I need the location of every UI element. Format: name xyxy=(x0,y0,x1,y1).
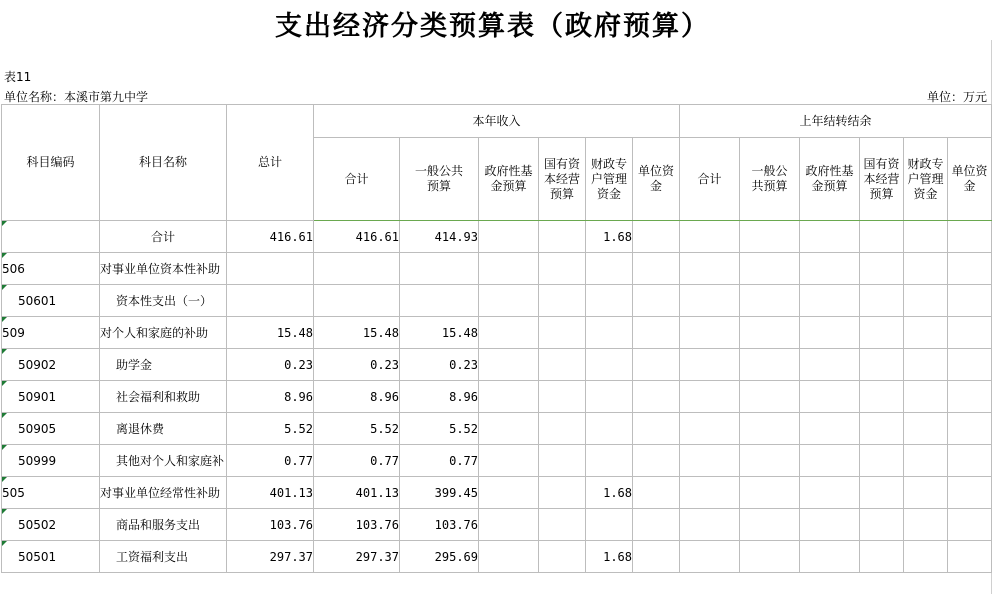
comment-marker-icon xyxy=(2,253,7,258)
cell-prior-year[interactable] xyxy=(904,285,948,317)
cell-prior-year[interactable] xyxy=(948,477,992,509)
cell-name[interactable]: 商品和服务支出 xyxy=(100,509,227,541)
cell-prior-year[interactable] xyxy=(740,541,800,573)
table-row xyxy=(2,541,992,573)
code-text: 50999 xyxy=(18,453,57,468)
cell-cy-general[interactable]: 0.23 xyxy=(400,349,479,381)
cell-prior-year[interactable] xyxy=(800,445,860,477)
cell-code[interactable] xyxy=(2,413,100,445)
header-py-special: 财政专户管理资金 xyxy=(904,138,948,221)
cell-total[interactable]: 103.76 xyxy=(227,509,314,541)
header-name: 科目名称 xyxy=(100,105,227,221)
cell-name[interactable]: 工资福利支出 xyxy=(100,541,227,573)
cell-name[interactable]: 对事业单位经常性补助 xyxy=(100,477,227,509)
cell-cy-state[interactable] xyxy=(539,285,586,317)
table-row xyxy=(2,477,992,509)
cell-prior-year[interactable] xyxy=(740,221,800,253)
cell-prior-year[interactable] xyxy=(860,413,904,445)
cell-code[interactable] xyxy=(2,221,100,253)
table-row xyxy=(2,349,992,381)
cell-prior-year[interactable] xyxy=(800,349,860,381)
table-row xyxy=(2,445,992,477)
cell-cy-fund[interactable] xyxy=(479,317,539,349)
header-py-sum: 合计 xyxy=(680,138,740,221)
cell-cy-sum[interactable]: 297.37 xyxy=(314,541,400,573)
cell-code[interactable] xyxy=(2,541,100,573)
unit-label: 单位：万元 xyxy=(926,90,987,104)
header-cy-sum: 合计 xyxy=(314,138,400,221)
cell-prior-year[interactable] xyxy=(740,445,800,477)
cell-prior-year[interactable] xyxy=(904,349,948,381)
cell-prior-year[interactable] xyxy=(740,477,800,509)
comment-marker-icon xyxy=(2,221,7,226)
cell-cy-sum[interactable]: 0.23 xyxy=(314,349,400,381)
cell-prior-year[interactable] xyxy=(740,509,800,541)
cell-total[interactable] xyxy=(227,285,314,317)
cell-prior-year[interactable] xyxy=(948,253,992,285)
cell-prior-year[interactable] xyxy=(860,509,904,541)
header-cy-general: 一般公共预算 xyxy=(400,138,479,221)
header-py-state: 国有资本经营预算 xyxy=(860,138,904,221)
cell-cy-special[interactable] xyxy=(586,413,633,445)
cell-cy-general[interactable]: 399.45 xyxy=(400,477,479,509)
cell-cy-state[interactable] xyxy=(539,349,586,381)
cell-prior-year[interactable] xyxy=(860,477,904,509)
cell-cy-state[interactable] xyxy=(539,221,586,253)
cell-cy-general[interactable]: 0.77 xyxy=(400,445,479,477)
table-row xyxy=(2,381,992,413)
cell-cy-sum[interactable]: 8.96 xyxy=(314,381,400,413)
cell-cy-state[interactable] xyxy=(539,509,586,541)
cell-cy-general[interactable] xyxy=(400,285,479,317)
cell-cy-sum[interactable] xyxy=(314,285,400,317)
cell-cy-general[interactable]: 295.69 xyxy=(400,541,479,573)
cell-prior-year[interactable] xyxy=(740,285,800,317)
cell-prior-year[interactable] xyxy=(680,253,740,285)
cell-cy-special[interactable] xyxy=(586,381,633,413)
cell-cy-general[interactable]: 414.93 xyxy=(400,221,479,253)
cell-code[interactable] xyxy=(2,477,100,509)
cell-code[interactable] xyxy=(2,253,100,285)
code-text: 509 xyxy=(2,325,25,340)
cell-cy-unit[interactable] xyxy=(633,445,680,477)
code-text: 50905 xyxy=(18,421,57,436)
cell-prior-year[interactable] xyxy=(948,381,992,413)
cell-cy-special[interactable] xyxy=(586,253,633,285)
comment-marker-icon xyxy=(2,349,7,354)
cell-name[interactable]: 离退休费 xyxy=(100,413,227,445)
cell-cy-special[interactable] xyxy=(586,349,633,381)
cell-prior-year[interactable] xyxy=(800,413,860,445)
cell-prior-year[interactable] xyxy=(904,477,948,509)
cell-prior-year[interactable] xyxy=(680,477,740,509)
cell-cy-unit[interactable] xyxy=(633,509,680,541)
header-total: 总计 xyxy=(227,105,314,221)
code-text: 505 xyxy=(2,485,25,500)
cell-prior-year[interactable] xyxy=(800,477,860,509)
cell-prior-year[interactable] xyxy=(904,381,948,413)
cell-prior-year[interactable] xyxy=(948,317,992,349)
unit-name: 单位名称：本溪市第九中学 xyxy=(4,90,149,104)
header-cy-special: 财政专户管理资金 xyxy=(586,138,633,221)
cell-prior-year[interactable] xyxy=(800,509,860,541)
cell-prior-year[interactable] xyxy=(860,349,904,381)
cell-total[interactable]: 0.77 xyxy=(227,445,314,477)
report-title: 支出经济分类预算表（政府预算） xyxy=(275,11,710,42)
cell-cy-unit[interactable] xyxy=(633,285,680,317)
cell-total[interactable]: 297.37 xyxy=(227,541,314,573)
budget-table xyxy=(1,104,992,573)
cell-cy-fund[interactable] xyxy=(479,445,539,477)
table-row xyxy=(2,317,992,349)
cell-total[interactable] xyxy=(227,253,314,285)
cell-prior-year[interactable] xyxy=(680,221,740,253)
header-code: 科目编码 xyxy=(2,105,100,221)
cell-cy-state[interactable] xyxy=(539,477,586,509)
cell-prior-year[interactable] xyxy=(904,445,948,477)
cell-prior-year[interactable] xyxy=(948,445,992,477)
cell-cy-sum[interactable]: 401.13 xyxy=(314,477,400,509)
cell-prior-year[interactable] xyxy=(800,221,860,253)
cell-name[interactable]: 对事业单位资本性补助 xyxy=(100,253,227,285)
cell-prior-year[interactable] xyxy=(680,285,740,317)
cell-prior-year[interactable] xyxy=(904,541,948,573)
cell-cy-fund[interactable] xyxy=(479,221,539,253)
cell-cy-unit[interactable] xyxy=(633,381,680,413)
cell-prior-year[interactable] xyxy=(860,285,904,317)
cell-cy-special[interactable]: 1.68 xyxy=(586,477,633,509)
cell-code[interactable] xyxy=(2,285,100,317)
cell-name[interactable]: 助学金 xyxy=(100,349,227,381)
cell-prior-year[interactable] xyxy=(860,541,904,573)
cell-code[interactable] xyxy=(2,445,100,477)
cell-prior-year[interactable] xyxy=(740,253,800,285)
comment-marker-icon xyxy=(2,541,7,546)
cell-total[interactable]: 8.96 xyxy=(227,381,314,413)
cell-name[interactable]: 合计 xyxy=(100,221,227,253)
cell-prior-year[interactable] xyxy=(860,445,904,477)
table-row xyxy=(2,509,992,541)
comment-marker-icon xyxy=(2,509,7,514)
cell-prior-year[interactable] xyxy=(948,509,992,541)
cell-prior-year[interactable] xyxy=(948,349,992,381)
cell-prior-year[interactable] xyxy=(860,317,904,349)
cell-cy-sum[interactable]: 0.77 xyxy=(314,445,400,477)
cell-prior-year[interactable] xyxy=(860,253,904,285)
header-cy-unit: 单位资金 xyxy=(633,138,680,221)
cell-prior-year[interactable] xyxy=(800,541,860,573)
cell-cy-state[interactable] xyxy=(539,381,586,413)
cell-cy-special[interactable]: 1.68 xyxy=(586,221,633,253)
cell-prior-year[interactable] xyxy=(800,285,860,317)
cell-name[interactable]: 社会福利和救助 xyxy=(100,381,227,413)
cell-prior-year[interactable] xyxy=(740,349,800,381)
cell-cy-state[interactable] xyxy=(539,253,586,285)
comment-marker-icon xyxy=(2,413,7,418)
comment-marker-icon xyxy=(2,317,7,322)
cell-cy-general[interactable] xyxy=(400,253,479,285)
cell-cy-fund[interactable] xyxy=(479,253,539,285)
cell-name[interactable]: 其他对个人和家庭补 xyxy=(100,445,227,477)
comment-marker-icon xyxy=(2,477,7,482)
cell-total[interactable]: 0.23 xyxy=(227,349,314,381)
cell-prior-year[interactable] xyxy=(904,317,948,349)
cell-cy-unit[interactable] xyxy=(633,221,680,253)
cell-cy-special[interactable] xyxy=(586,317,633,349)
cell-cy-fund[interactable] xyxy=(479,285,539,317)
cell-code[interactable] xyxy=(2,381,100,413)
cell-prior-year[interactable] xyxy=(800,317,860,349)
cell-cy-unit[interactable] xyxy=(633,253,680,285)
cell-cy-unit[interactable] xyxy=(633,317,680,349)
cell-code[interactable] xyxy=(2,349,100,381)
comment-marker-icon xyxy=(2,445,7,450)
cell-cy-sum[interactable]: 103.76 xyxy=(314,509,400,541)
comment-marker-icon xyxy=(2,381,7,386)
cell-total[interactable]: 401.13 xyxy=(227,477,314,509)
cell-prior-year[interactable] xyxy=(860,381,904,413)
cell-cy-state[interactable] xyxy=(539,541,586,573)
code-text: 50601 xyxy=(18,293,57,308)
cell-name[interactable]: 资本性支出（一） xyxy=(100,285,227,317)
cell-prior-year[interactable] xyxy=(948,413,992,445)
cell-prior-year[interactable] xyxy=(680,381,740,413)
cell-cy-general[interactable]: 15.48 xyxy=(400,317,479,349)
cell-cy-special[interactable]: 1.68 xyxy=(586,541,633,573)
cell-cy-sum[interactable]: 15.48 xyxy=(314,317,400,349)
header-py-unit: 单位资金 xyxy=(948,138,992,221)
cell-prior-year[interactable] xyxy=(948,541,992,573)
cell-prior-year[interactable] xyxy=(800,253,860,285)
header-py-fund: 政府性基金预算 xyxy=(800,138,860,221)
cell-prior-year[interactable] xyxy=(800,381,860,413)
cell-cy-unit[interactable] xyxy=(633,541,680,573)
cell-cy-state[interactable] xyxy=(539,317,586,349)
code-text: 50502 xyxy=(18,517,57,532)
cell-cy-fund[interactable] xyxy=(479,413,539,445)
header-current-year: 本年收入 xyxy=(314,105,680,138)
cell-prior-year[interactable] xyxy=(680,349,740,381)
table-row xyxy=(2,253,992,285)
cell-cy-fund[interactable] xyxy=(479,509,539,541)
cell-cy-special[interactable] xyxy=(586,509,633,541)
cell-name[interactable]: 对个人和家庭的补助 xyxy=(100,317,227,349)
cell-cy-state[interactable] xyxy=(539,445,586,477)
cell-cy-fund[interactable] xyxy=(479,349,539,381)
cell-cy-general[interactable]: 5.52 xyxy=(400,413,479,445)
cell-prior-year[interactable] xyxy=(680,509,740,541)
cell-cy-unit[interactable] xyxy=(633,349,680,381)
cell-total[interactable]: 5.52 xyxy=(227,413,314,445)
cell-prior-year[interactable] xyxy=(948,221,992,253)
cell-prior-year[interactable] xyxy=(904,509,948,541)
cell-code[interactable] xyxy=(2,509,100,541)
comment-marker-icon xyxy=(2,285,7,290)
cell-cy-general[interactable]: 8.96 xyxy=(400,381,479,413)
cell-prior-year[interactable] xyxy=(860,221,904,253)
code-text: 50501 xyxy=(18,549,57,564)
cell-total[interactable]: 416.61 xyxy=(227,221,314,253)
cell-code[interactable] xyxy=(2,317,100,349)
code-text: 50901 xyxy=(18,389,57,404)
header-py-general: 一般公共预算 xyxy=(740,138,800,221)
cell-prior-year[interactable] xyxy=(680,445,740,477)
cell-cy-special[interactable] xyxy=(586,285,633,317)
cell-cy-special[interactable] xyxy=(586,445,633,477)
cell-cy-sum[interactable] xyxy=(314,253,400,285)
cell-prior-year[interactable] xyxy=(680,541,740,573)
table-row xyxy=(2,413,992,445)
table-row xyxy=(2,221,992,253)
header-cy-fund: 政府性基金预算 xyxy=(479,138,539,221)
cell-prior-year[interactable] xyxy=(948,285,992,317)
cell-cy-unit[interactable] xyxy=(633,477,680,509)
cell-cy-fund[interactable] xyxy=(479,477,539,509)
cell-prior-year[interactable] xyxy=(680,413,740,445)
header-cy-state: 国有资本经营预算 xyxy=(539,138,586,221)
cell-prior-year[interactable] xyxy=(904,253,948,285)
cell-prior-year[interactable] xyxy=(904,221,948,253)
code-text: 506 xyxy=(2,261,25,276)
table-number: 表11 xyxy=(4,70,32,84)
cell-total[interactable]: 15.48 xyxy=(227,317,314,349)
cell-cy-state[interactable] xyxy=(539,413,586,445)
cell-cy-sum[interactable]: 5.52 xyxy=(314,413,400,445)
cell-prior-year[interactable] xyxy=(680,317,740,349)
cell-prior-year[interactable] xyxy=(740,381,800,413)
cell-cy-sum[interactable]: 416.61 xyxy=(314,221,400,253)
cell-prior-year[interactable] xyxy=(740,317,800,349)
code-text: 50902 xyxy=(18,357,57,372)
cell-cy-unit[interactable] xyxy=(633,413,680,445)
cell-prior-year[interactable] xyxy=(904,413,948,445)
cell-prior-year[interactable] xyxy=(740,413,800,445)
header-prior-year: 上年结转结余 xyxy=(680,105,992,138)
table-row xyxy=(2,285,992,317)
cell-cy-fund[interactable] xyxy=(479,381,539,413)
cell-cy-general[interactable]: 103.76 xyxy=(400,509,479,541)
cell-cy-fund[interactable] xyxy=(479,541,539,573)
